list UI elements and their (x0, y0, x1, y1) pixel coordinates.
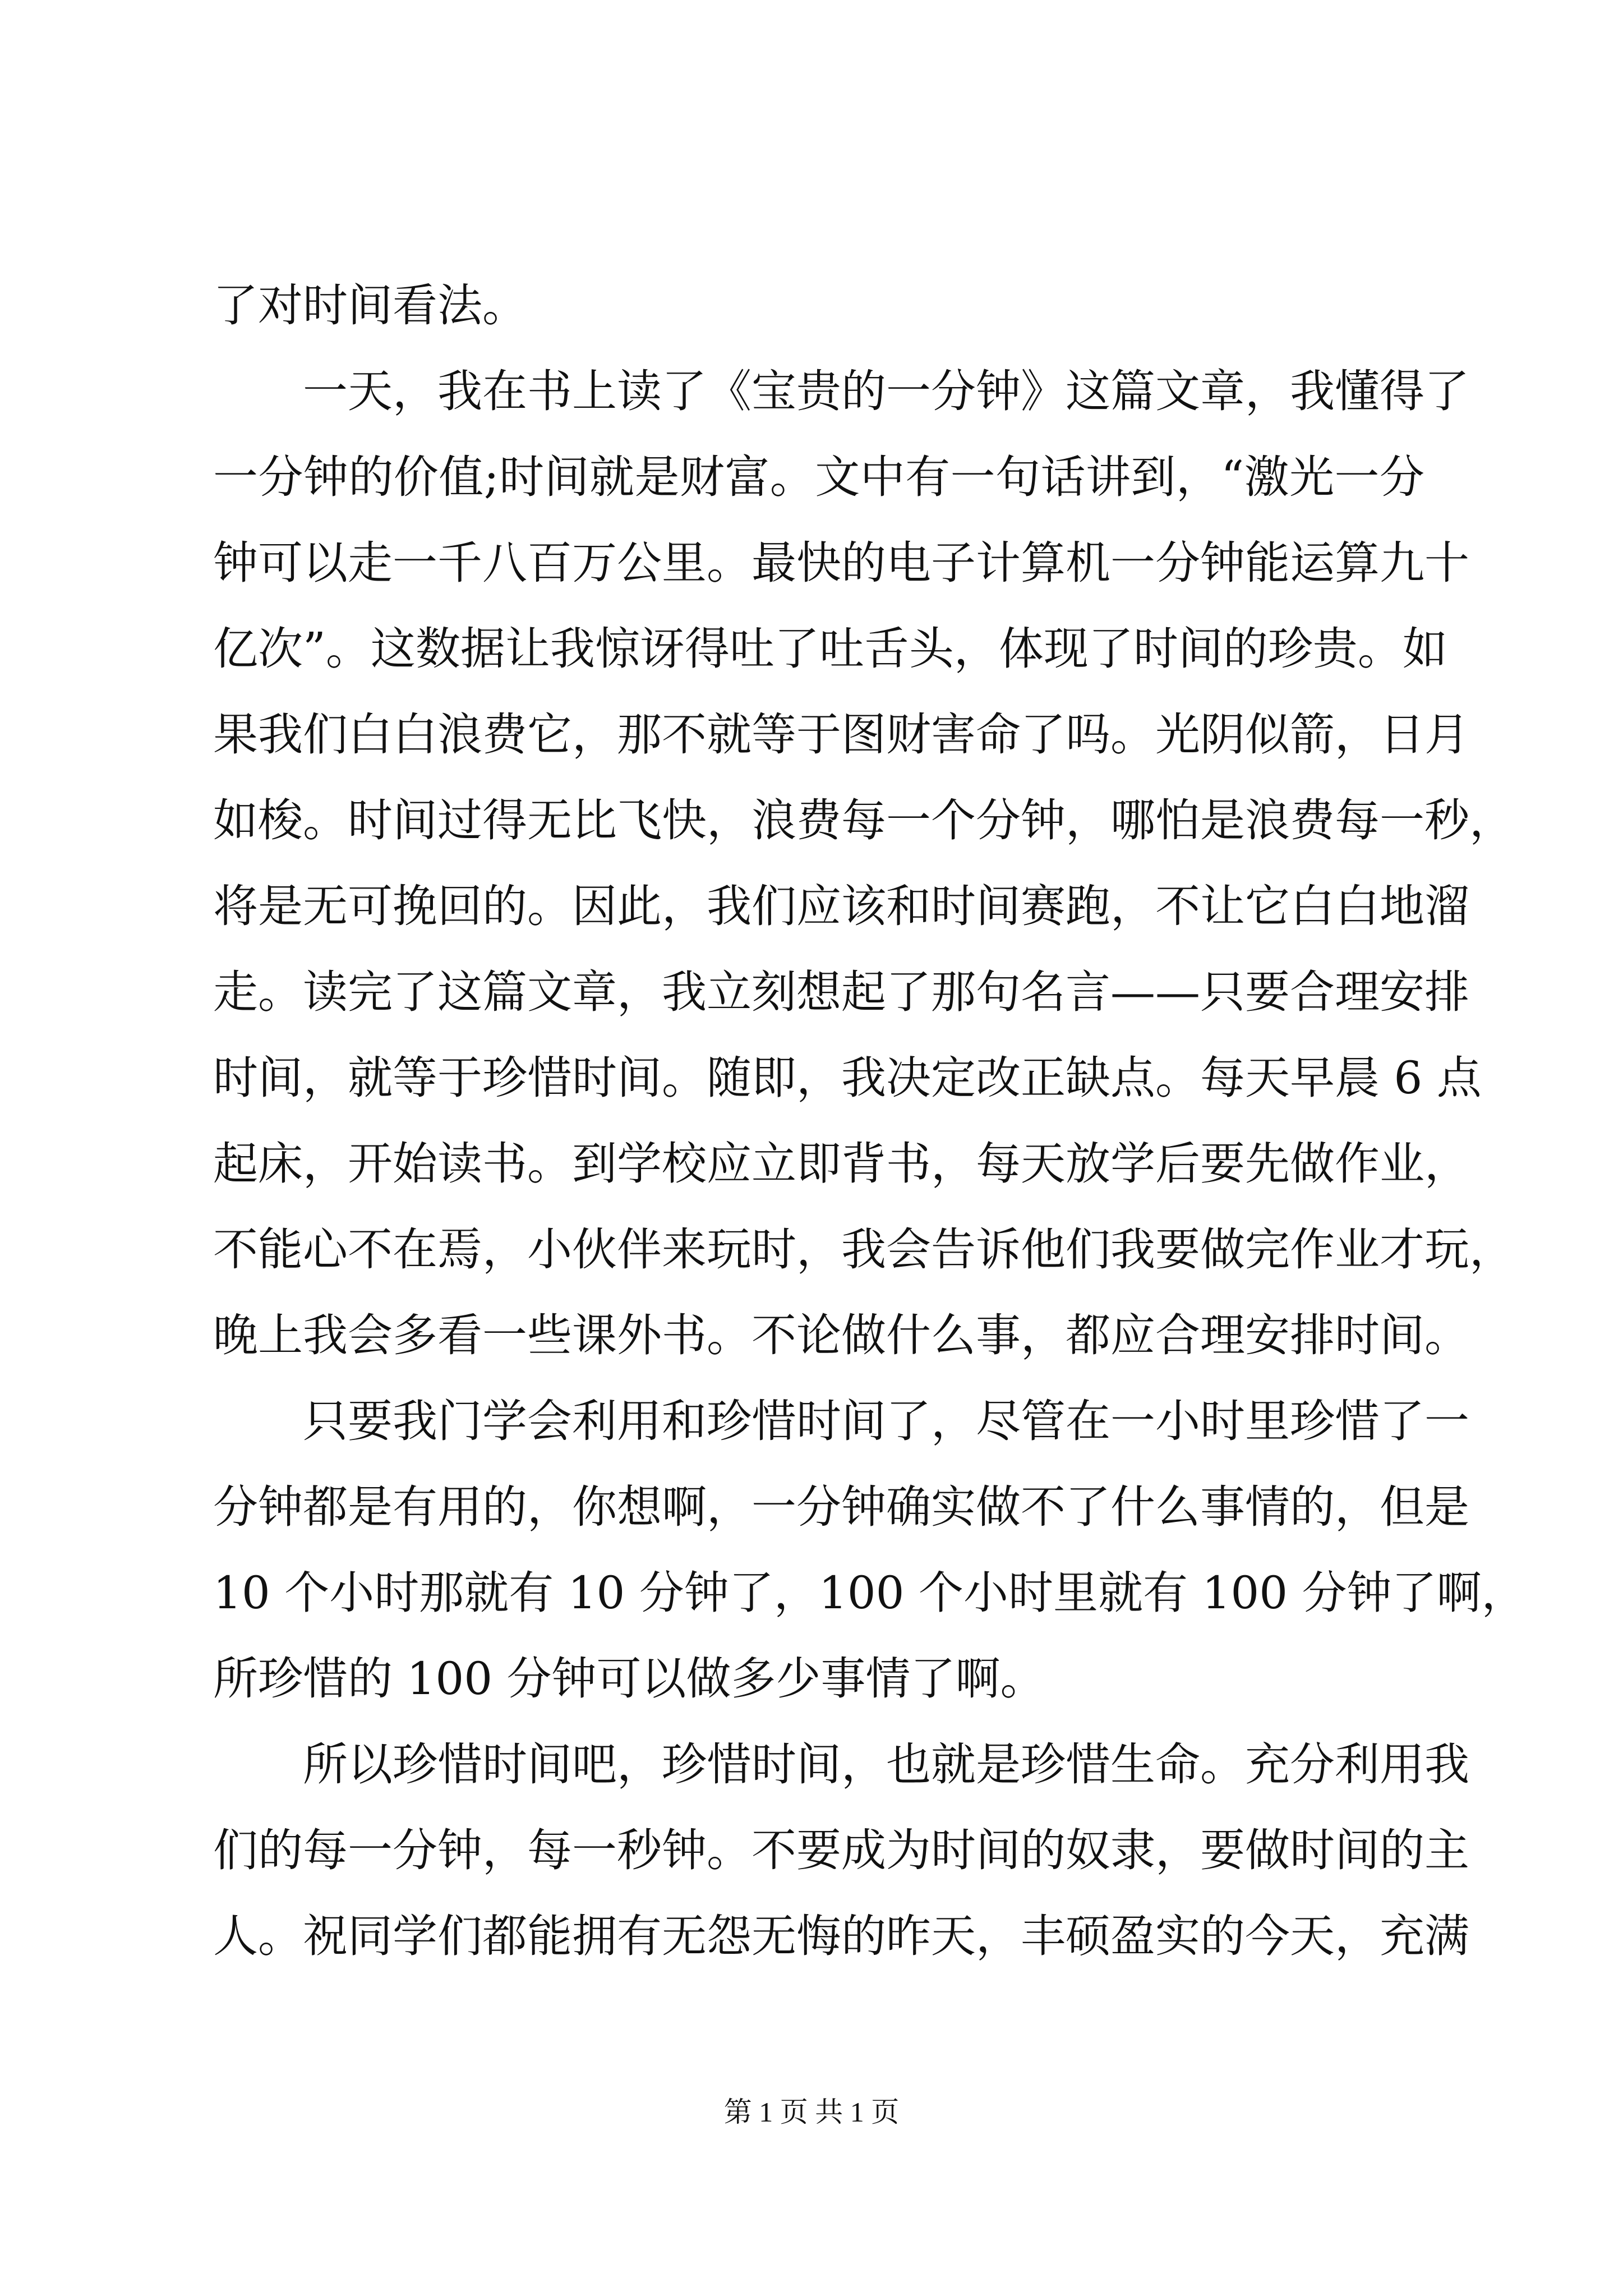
text-line: 晚上我会多看一些课外书。不论做什么事，都应合理安排时间。 (213, 1309, 1469, 1361)
text-line: 所珍惜的 100 分钟可以做多少事情了啊。 (213, 1653, 1045, 1705)
body-text (213, 263, 1527, 1979)
text-line: 不能心不在焉，小伙伴来玩时，我会告诉他们我要做完作业才玩， (213, 1223, 1514, 1276)
text-line: 将是无可挽回的。因此，我们应该和时间赛跑，不让它白白地溜 (213, 880, 1469, 932)
text-line: 只要我门学会利用和珍惜时间了，尽管在一小时里珍惜了一 (213, 1395, 1469, 1447)
page-number-label: 第 1 页 共 1 页 (723, 2096, 900, 2128)
text-line: 所以珍惜时间吧，珍惜时间，也就是珍惜生命。充分利用我 (213, 1738, 1469, 1791)
text-line: 走。读完了这篇文章，我立刻想起了那句名言——只要合理安排 (213, 966, 1469, 1018)
text-line: 亿次”。这数据让我惊讶得吐了吐舌头，体现了时间的珍贵。如 (213, 623, 1447, 675)
text-line: 们的每一分钟，每一秒钟。不要成为时间的奴隶，要做时间的主 (213, 1824, 1469, 1876)
text-line: 10 个小时那就有 10 分钟了，100 个小时里就有 100 分钟了啊， (213, 1567, 1527, 1619)
text-line: 如梭。时间过得无比飞快，浪费每一个分钟，哪怕是浪费每一秒， (213, 794, 1514, 846)
text-line: 果我们白白浪费它，那不就等于图财害命了吗。光阴似箭，日月 (213, 708, 1469, 761)
text-line: 时间，就等于珍惜时间。随即，我决定改正缺点。每天早晨 6 点 (213, 1052, 1482, 1104)
text-line: 一分钟的价值;时间就是财富。文中有一句话讲到，“激光一分 (213, 451, 1424, 503)
page-footer (0, 2092, 1623, 2132)
text-line: 钟可以走一千八百万公里。最快的电子计算机一分钟能运算九十 (213, 537, 1469, 589)
text-line: 了对时间看法。 (213, 279, 527, 332)
text-line: 起床，开始读书。到学校应立即背书，每天放学后要先做作业， (213, 1138, 1469, 1190)
text-line: 一天，我在书上读了《宝贵的一分钟》这篇文章，我懂得了 (213, 365, 1469, 417)
text-line: 人。祝同学们都能拥有无怨无悔的昨天，丰硕盈实的今天，充满 (213, 1910, 1469, 1962)
text-line: 分钟都是有用的，你想啊，一分钟确实做不了什么事情的，但是 (213, 1481, 1469, 1533)
